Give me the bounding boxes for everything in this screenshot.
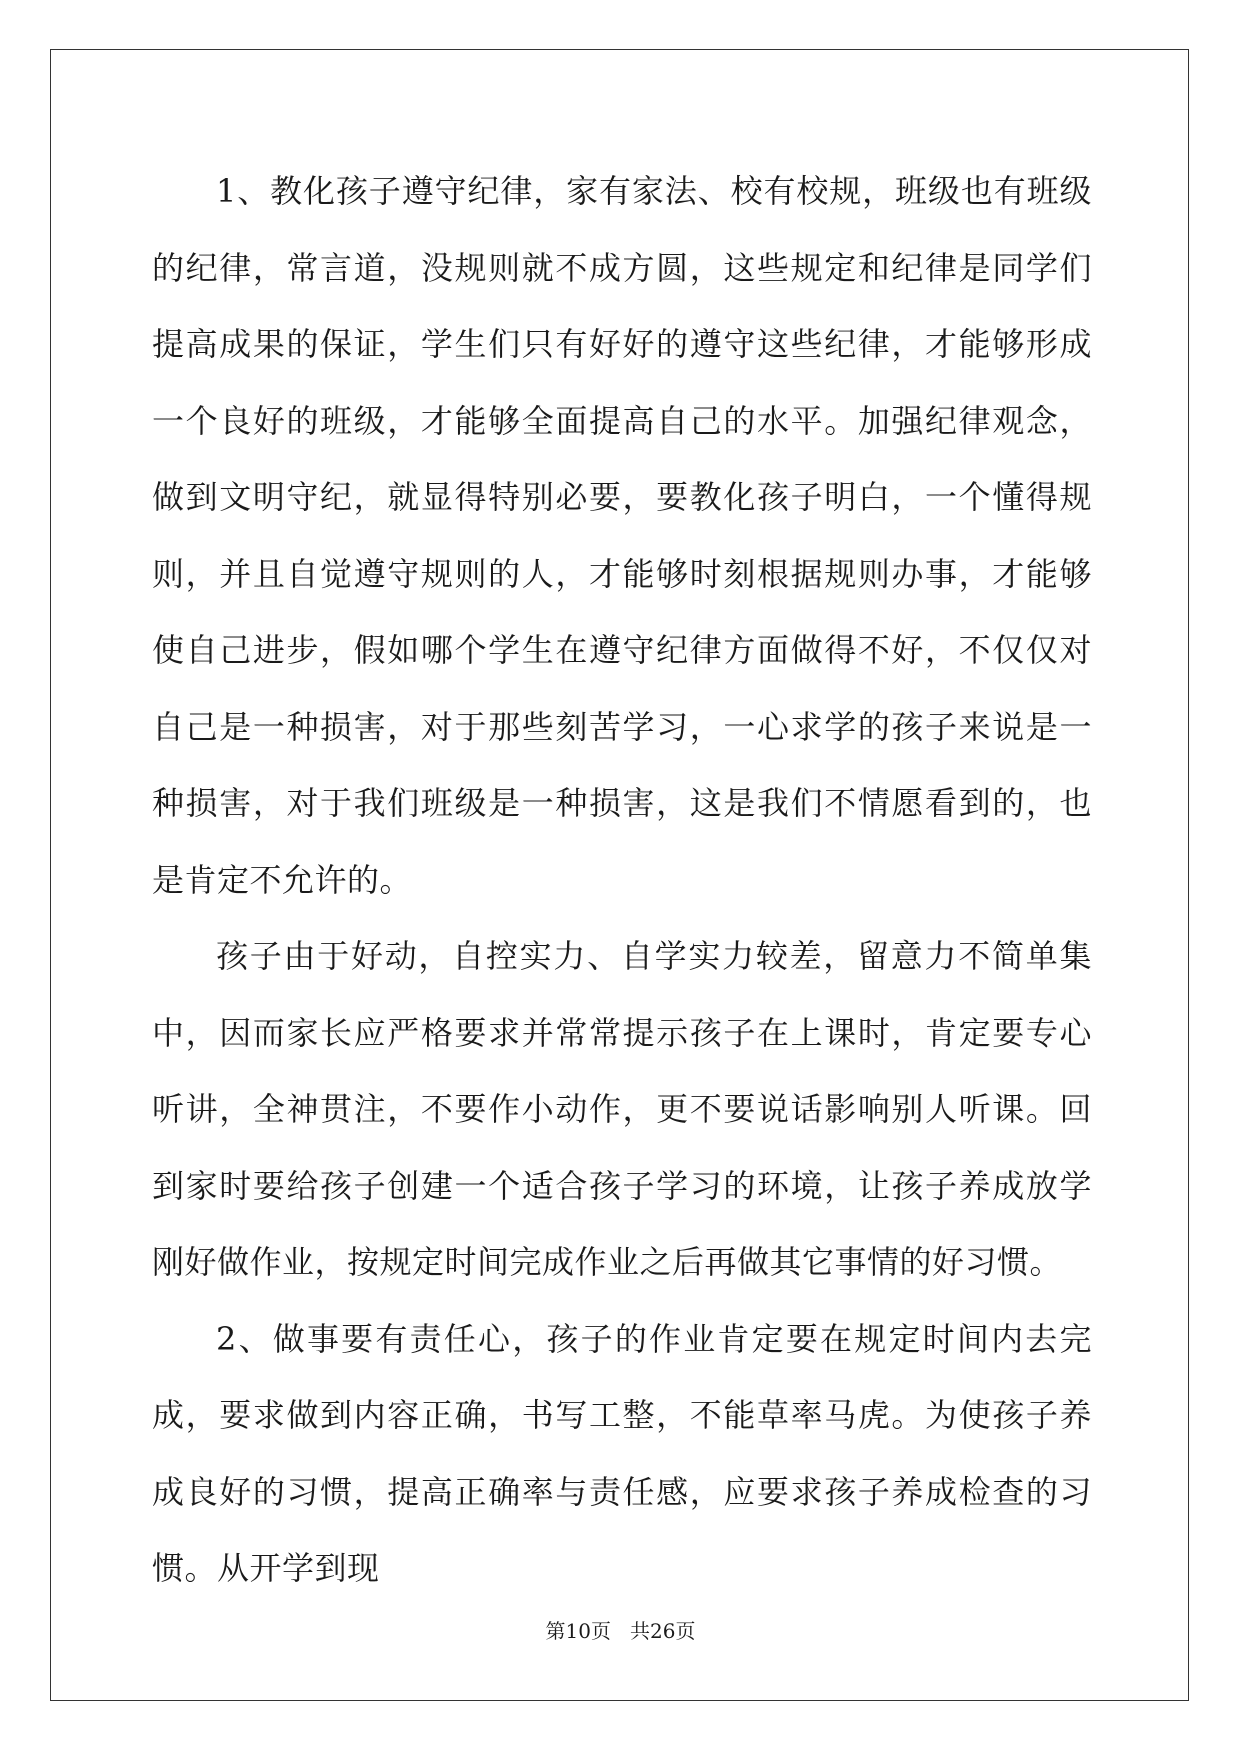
paragraph-1: 1、教化孩子遵守纪律，家有家法、校有校规，班级也有班级的纪律，常言道，没规则就不成方圆，这些规定和纪律是同学们提高成果的保证，学生们只有好好的遵守这些纪律，才能够形成一个良好的班级，才能够全面提高自己的水平。加强纪律观念，做到文明守纪，就显得特别必要，要教化孩子明白，一个懂得规则，并且自觉遵守规则的人，才能够时刻根据规则办事，才能够使自己进步，假如哪个学生在遵守纪律方面做得不好，不仅仅对自己是一种损害，对于那些刻苦学习，一心求学的孩子来说是一种损害，对于我们班级是一种损害，这是我们不情愿看到的，也是肯定不允许的。 bbox=[152, 172, 1092, 899]
paragraph-3: 2、做事要有责任心，孩子的作业肯定要在规定时间内去完成，要求做到内容正确，书写工整，不能草率马虎。为使孩子养成良好的习惯，提高正确率与责任感，应要求孩子养成检查的习惯。从开学到现 bbox=[152, 1319, 1092, 1587]
paragraph-2: 孩子由于好动，自控实力、自学实力较差，留意力不简单集中，因而家长应严格要求并常常提示孩子在上课时，肯定要专心听讲，全神贯注，不要作小动作，更不要说话影响别人听课。回到家时要给孩子创建一个适合孩子学习的环境，让孩子养成放学刚好做作业，按规定时间完成作业之后再做其它事情的好习惯。 bbox=[152, 937, 1092, 1281]
document-body bbox=[152, 153, 1092, 1607]
page-number-footer: 第10页 共26页 bbox=[545, 1619, 696, 1643]
